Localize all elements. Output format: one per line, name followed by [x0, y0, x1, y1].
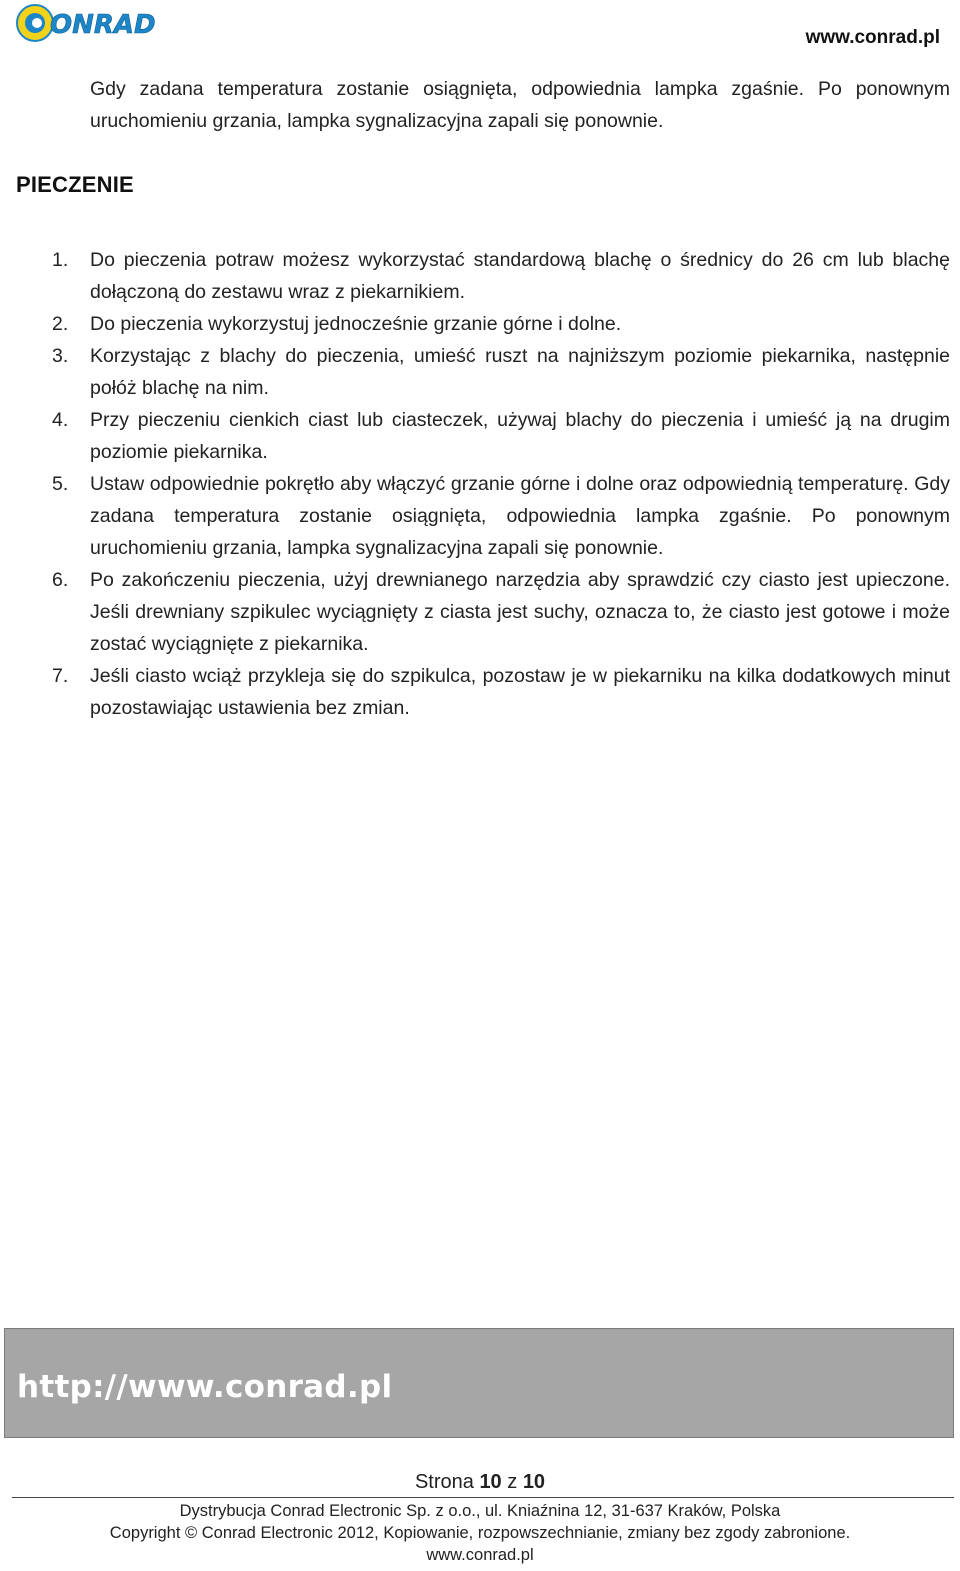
list-item [0, 404, 950, 468]
page-current: 10 [479, 1471, 502, 1493]
step-number: 1. [52, 249, 69, 271]
step-text: Do pieczenia wykorzystuj jednocześnie grzanie górne i dolne. [90, 313, 622, 335]
list-item [0, 340, 950, 404]
step-text: Korzystając z blachy do pieczenia, umieść ruszt na najniższym poziomie piekarnika, następnie połóż blachę na nim. [90, 345, 950, 399]
conrad-logo [16, 2, 172, 44]
header-site-url: www.conrad.pl [805, 27, 940, 48]
footer-distribution: Dystrybucja Conrad Electronic Sp. z o.o., ul. Kniaźnina 12, 31-637 Kraków, Polska [179, 1502, 781, 1520]
step-number: 5. [52, 473, 69, 495]
list-item [0, 244, 950, 308]
step-text: Jeśli ciasto wciąż przykleja się do szpikulca, pozostaw je w piekarniku na kilka dodatkowych minut pozostawiając ustawienia bez zmian. [90, 665, 950, 719]
step-text: Ustaw odpowiednie pokrętło aby włączyć grzanie górne i dolne oraz odpowiednią temperaturę. Gdy zadana temperatura zostanie osiągnięta, odpowiednia lampka zgaśnie. Po ponownym uruchomieniu grzania, lampka sygnalizacyjna zapali się ponownie. [90, 473, 950, 559]
baking-steps-list [0, 244, 960, 724]
footer-divider [12, 1497, 954, 1498]
list-item [0, 308, 950, 340]
list-item [0, 660, 950, 724]
footer-site-url: www.conrad.pl [426, 1546, 534, 1564]
intro-paragraph: Gdy zadana temperatura zostanie osiągnięta, odpowiednia lampka zgaśnie. Po ponownym uruchomieniu grzania, lampka sygnalizacyjna zapali się ponownie. [90, 78, 950, 132]
page-separator: z [507, 1471, 518, 1493]
page-number [0, 1471, 960, 1494]
url-banner [4, 1328, 954, 1438]
page-total: 10 [522, 1471, 546, 1493]
step-number: 7. [52, 665, 69, 687]
step-text: Po zakończeniu pieczenia, użyj drewnianego narzędzia aby sprawdzić czy ciasto jest upieczone. Jeśli drewniany szpikulec wyciągnięty z ciasta jest suchy, oznacza to, że ciasto jest gotowe i może zostać wyciągnięte z piekarnika. [90, 569, 950, 655]
svg-text:ONRAD: ONRAD [50, 10, 156, 40]
step-number: 4. [52, 409, 69, 431]
step-text: Do pieczenia potraw możesz wykorzystać standardową blachę o średnicy do 26 cm lub blachę dołączoną do zestawu wraz z piekarnikiem. [90, 249, 950, 303]
step-number: 6. [52, 569, 69, 591]
list-item [0, 564, 950, 660]
page-label: Strona [414, 1471, 474, 1493]
section-title: PIECZENIE [16, 172, 134, 197]
list-item [0, 468, 950, 564]
step-text: Przy pieczeniu cienkich ciast lub ciasteczek, używaj blachy do pieczenia i umieść ją na drugim poziomie piekarnika. [90, 409, 950, 463]
step-number: 2. [52, 313, 69, 335]
footer-copyright: Copyright © Conrad Electronic 2012, Kopiowanie, rozpowszechnianie, zmiany bez zgody zabronione. [109, 1524, 851, 1542]
step-number: 3. [52, 345, 69, 367]
banner-url-link[interactable]: http://www.conrad.pl [17, 1369, 393, 1405]
